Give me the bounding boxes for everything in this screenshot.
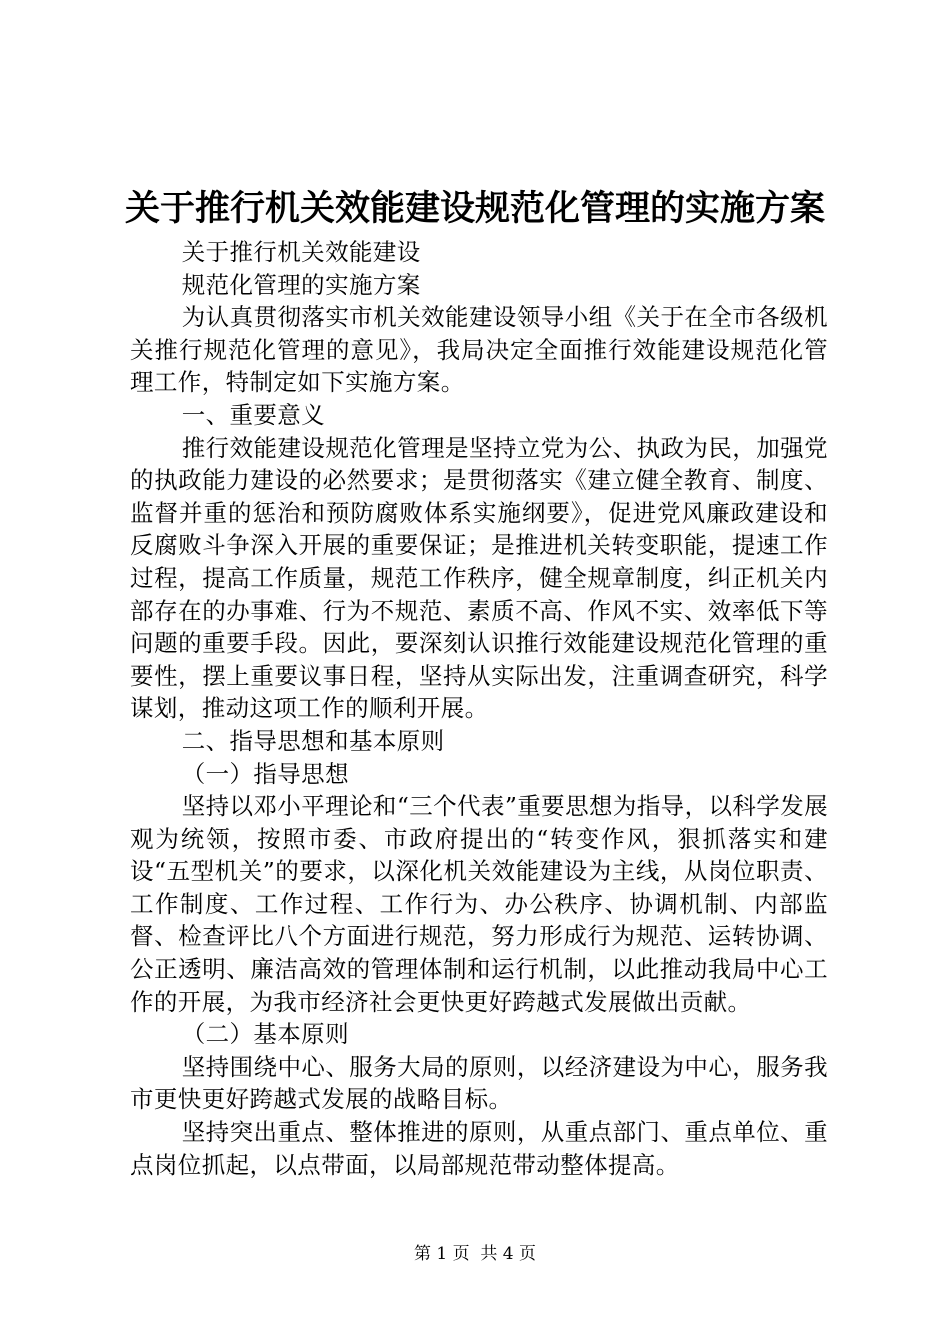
subtitle-line-2: 规范化管理的实施方案	[181, 270, 421, 299]
principle-paragraph-2: 坚持突出重点、整体推进的原则，从重点部门、重点单位、重点岗位抓起，以点带面，以局部规范带动整体提高。	[130, 1118, 828, 1179]
significance-paragraph: 推行效能建设规范化管理是坚持立党为公、执政为民，加强党的执政能力建设的必然要求；是贯彻落实《建立健全教育、制度、监督并重的惩治和预防腐败体系实施纲要》，促进党风廉政建设和反腐败斗争深入开展的重要保证；是推进机关转变职能，提速工作过程，提高工作质量，规范工作秩序，健全规章制度，纠正机关内部存在的办事难、行为不规范、素质不高、作风不实、效率低下等问题的重要手段。因此，要深刻认识推行效能建设规范化管理的重要性，摆上重要议事日程，坚持从实际出发，注重调查研究，科学谋划，推动这项工作的顺利开展。	[130, 433, 828, 723]
subsection-heading-guiding-ideology: （一）指导思想	[181, 759, 349, 788]
section-heading-guidelines: 二、指导思想和基本原则	[181, 726, 445, 755]
document-body	[130, 236, 828, 1181]
section-heading-significance: 一、重要意义	[181, 400, 326, 429]
page-footer: 第 1 页 共 4 页	[413, 1244, 537, 1264]
document-title: 关于推行机关效能建设规范化管理的实施方案	[124, 188, 825, 229]
intro-paragraph: 为认真贯彻落实市机关效能建设领导小组《关于在全市各级机关推行规范化管理的意见》，我局决定全面推行效能建设规范化管理工作，特制定如下实施方案。	[130, 303, 828, 397]
guiding-ideology-paragraph: 坚持以邓小平理论和“三个代表”重要思想为指导，以科学发展观为统领，按照市委、市政府提出的“转变作风，狠抓落实和建设“五型机关”的要求，以深化机关效能建设为主线，从岗位职责、工作制度、工作过程、工作行为、办公秩序、协调机制、内部监督、检查评比八个方面进行规范，努力形成行为规范、运转协调、公正透明、廉洁高效的管理体制和运行机制，以此推动我局中心工作的开展，为我市经济社会更快更好跨越式发展做出贡献。	[130, 792, 828, 1016]
principle-paragraph-1: 坚持围绕中心、服务大局的原则，以经济建设为中心，服务我市更快更好跨越式发展的战略目标。	[130, 1052, 828, 1114]
subtitle-line-1: 关于推行机关效能建设	[181, 238, 421, 266]
subsection-heading-basic-principles: （二）基本原则	[181, 1020, 349, 1049]
